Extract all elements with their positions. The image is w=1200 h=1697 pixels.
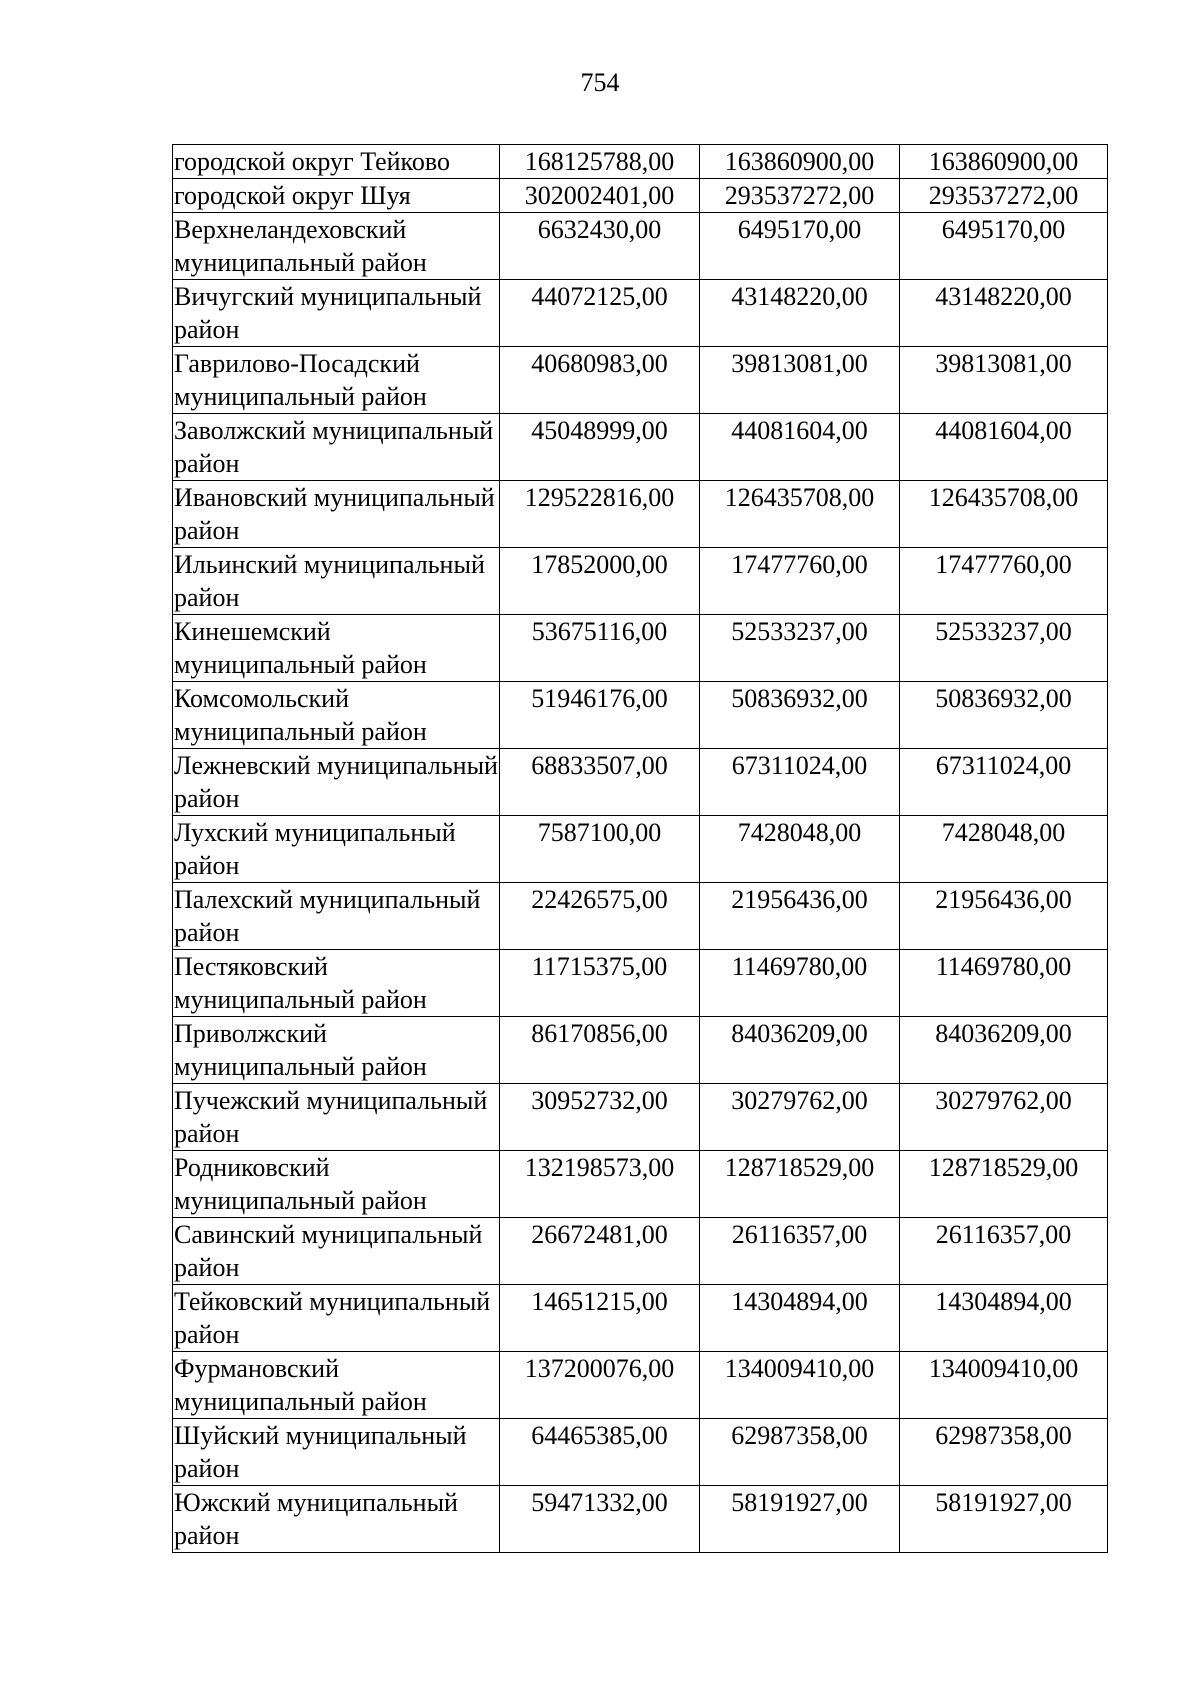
amount-cell-3: 163860900,00 [900,145,1108,179]
amount-cell-2: 84036209,00 [700,1017,900,1084]
amount-cell-1: 53675116,00 [500,615,700,682]
municipality-name-cell: Южский муниципальный район [173,1486,500,1553]
municipality-name-cell: Ильинский муниципальный район [173,548,500,615]
amount-cell-2: 30279762,00 [700,1084,900,1151]
municipality-name-cell: Шуйский муниципальный район [173,1419,500,1486]
amount-cell-1: 45048999,00 [500,414,700,481]
amount-cell-3: 128718529,00 [900,1151,1108,1218]
table-row [173,1352,1108,1419]
amount-cell-3: 126435708,00 [900,481,1108,548]
table-row [173,347,1108,414]
table-row [173,1486,1108,1553]
amount-cell-1: 302002401,00 [500,179,700,213]
budget-table [172,144,1108,1553]
municipality-name-cell: Палехский муниципальный район [173,883,500,950]
amount-cell-3: 134009410,00 [900,1352,1108,1419]
amount-cell-1: 44072125,00 [500,280,700,347]
amount-cell-3: 84036209,00 [900,1017,1108,1084]
table-row [173,1419,1108,1486]
table-row [173,615,1108,682]
municipality-name-cell: Кинешемский муниципальный район [173,615,500,682]
amount-cell-1: 137200076,00 [500,1352,700,1419]
amount-cell-1: 17852000,00 [500,548,700,615]
municipality-name-cell: Ивановский муниципальный район [173,481,500,548]
amount-cell-2: 163860900,00 [700,145,900,179]
amount-cell-3: 52533237,00 [900,615,1108,682]
amount-cell-3: 43148220,00 [900,280,1108,347]
amount-cell-1: 168125788,00 [500,145,700,179]
municipality-name-cell: Вичугский муниципальный район [173,280,500,347]
table-row [173,481,1108,548]
table-row [173,179,1108,213]
municipality-name-cell: Лежневский муниципальный район [173,749,500,816]
amount-cell-1: 40680983,00 [500,347,700,414]
municipality-name-cell: Родниковский муниципальный район [173,1151,500,1218]
amount-cell-1: 129522816,00 [500,481,700,548]
table-body [173,145,1108,1553]
amount-cell-2: 128718529,00 [700,1151,900,1218]
municipality-name-cell: городской округ Шуя [173,179,500,213]
table-row [173,1285,1108,1352]
amount-cell-2: 50836932,00 [700,682,900,749]
amount-cell-1: 68833507,00 [500,749,700,816]
amount-cell-1: 30952732,00 [500,1084,700,1151]
amount-cell-3: 44081604,00 [900,414,1108,481]
amount-cell-2: 43148220,00 [700,280,900,347]
amount-cell-1: 64465385,00 [500,1419,700,1486]
amount-cell-3: 21956436,00 [900,883,1108,950]
amount-cell-2: 21956436,00 [700,883,900,950]
amount-cell-2: 17477760,00 [700,548,900,615]
amount-cell-3: 293537272,00 [900,179,1108,213]
table-row [173,950,1108,1017]
municipality-name-cell: Тейковский муниципальный район [173,1285,500,1352]
municipality-name-cell: Лухский муниципальный район [173,816,500,883]
municipality-name-cell: Комсомольский муниципальный район [173,682,500,749]
table-row [173,1017,1108,1084]
amount-cell-1: 7587100,00 [500,816,700,883]
municipality-name-cell: Верхнеландеховский муниципальный район [173,213,500,280]
amount-cell-3: 11469780,00 [900,950,1108,1017]
municipality-name-cell: Заволжский муниципальный район [173,414,500,481]
table-row [173,548,1108,615]
table-row [173,1084,1108,1151]
amount-cell-3: 6495170,00 [900,213,1108,280]
table-row [173,280,1108,347]
table-row [173,145,1108,179]
amount-cell-3: 14304894,00 [900,1285,1108,1352]
municipality-name-cell: Приволжский муниципальный район [173,1017,500,1084]
amount-cell-2: 58191927,00 [700,1486,900,1553]
table-row [173,682,1108,749]
amount-cell-1: 6632430,00 [500,213,700,280]
amount-cell-1: 11715375,00 [500,950,700,1017]
table-row [173,749,1108,816]
amount-cell-3: 30279762,00 [900,1084,1108,1151]
amount-cell-3: 7428048,00 [900,816,1108,883]
page-number: 754 [580,68,620,97]
amount-cell-3: 17477760,00 [900,548,1108,615]
amount-cell-2: 7428048,00 [700,816,900,883]
amount-cell-2: 14304894,00 [700,1285,900,1352]
amount-cell-1: 22426575,00 [500,883,700,950]
amount-cell-3: 26116357,00 [900,1218,1108,1285]
amount-cell-2: 293537272,00 [700,179,900,213]
table-row [173,213,1108,280]
amount-cell-3: 62987358,00 [900,1419,1108,1486]
table-row [173,816,1108,883]
amount-cell-2: 44081604,00 [700,414,900,481]
amount-cell-1: 14651215,00 [500,1285,700,1352]
amount-cell-2: 62987358,00 [700,1419,900,1486]
municipality-name-cell: Савинский муниципальный район [173,1218,500,1285]
amount-cell-1: 132198573,00 [500,1151,700,1218]
amount-cell-1: 26672481,00 [500,1218,700,1285]
municipality-name-cell: Пучежский муниципальный район [173,1084,500,1151]
municipality-name-cell: Пестяковский муниципальный район [173,950,500,1017]
table-row [173,414,1108,481]
amount-cell-3: 39813081,00 [900,347,1108,414]
amount-cell-2: 67311024,00 [700,749,900,816]
table-row [173,883,1108,950]
amount-cell-2: 134009410,00 [700,1352,900,1419]
amount-cell-3: 67311024,00 [900,749,1108,816]
amount-cell-1: 86170856,00 [500,1017,700,1084]
amount-cell-2: 11469780,00 [700,950,900,1017]
table-row [173,1218,1108,1285]
amount-cell-2: 6495170,00 [700,213,900,280]
municipality-name-cell: городской округ Тейково [173,145,500,179]
amount-cell-2: 26116357,00 [700,1218,900,1285]
amount-cell-3: 50836932,00 [900,682,1108,749]
municipality-name-cell: Гаврилово-Посадский муниципальный район [173,347,500,414]
table-row [173,1151,1108,1218]
amount-cell-2: 52533237,00 [700,615,900,682]
amount-cell-2: 39813081,00 [700,347,900,414]
amount-cell-2: 126435708,00 [700,481,900,548]
amount-cell-1: 51946176,00 [500,682,700,749]
amount-cell-3: 58191927,00 [900,1486,1108,1553]
amount-cell-1: 59471332,00 [500,1486,700,1553]
municipality-name-cell: Фурмановский муниципальный район [173,1352,500,1419]
